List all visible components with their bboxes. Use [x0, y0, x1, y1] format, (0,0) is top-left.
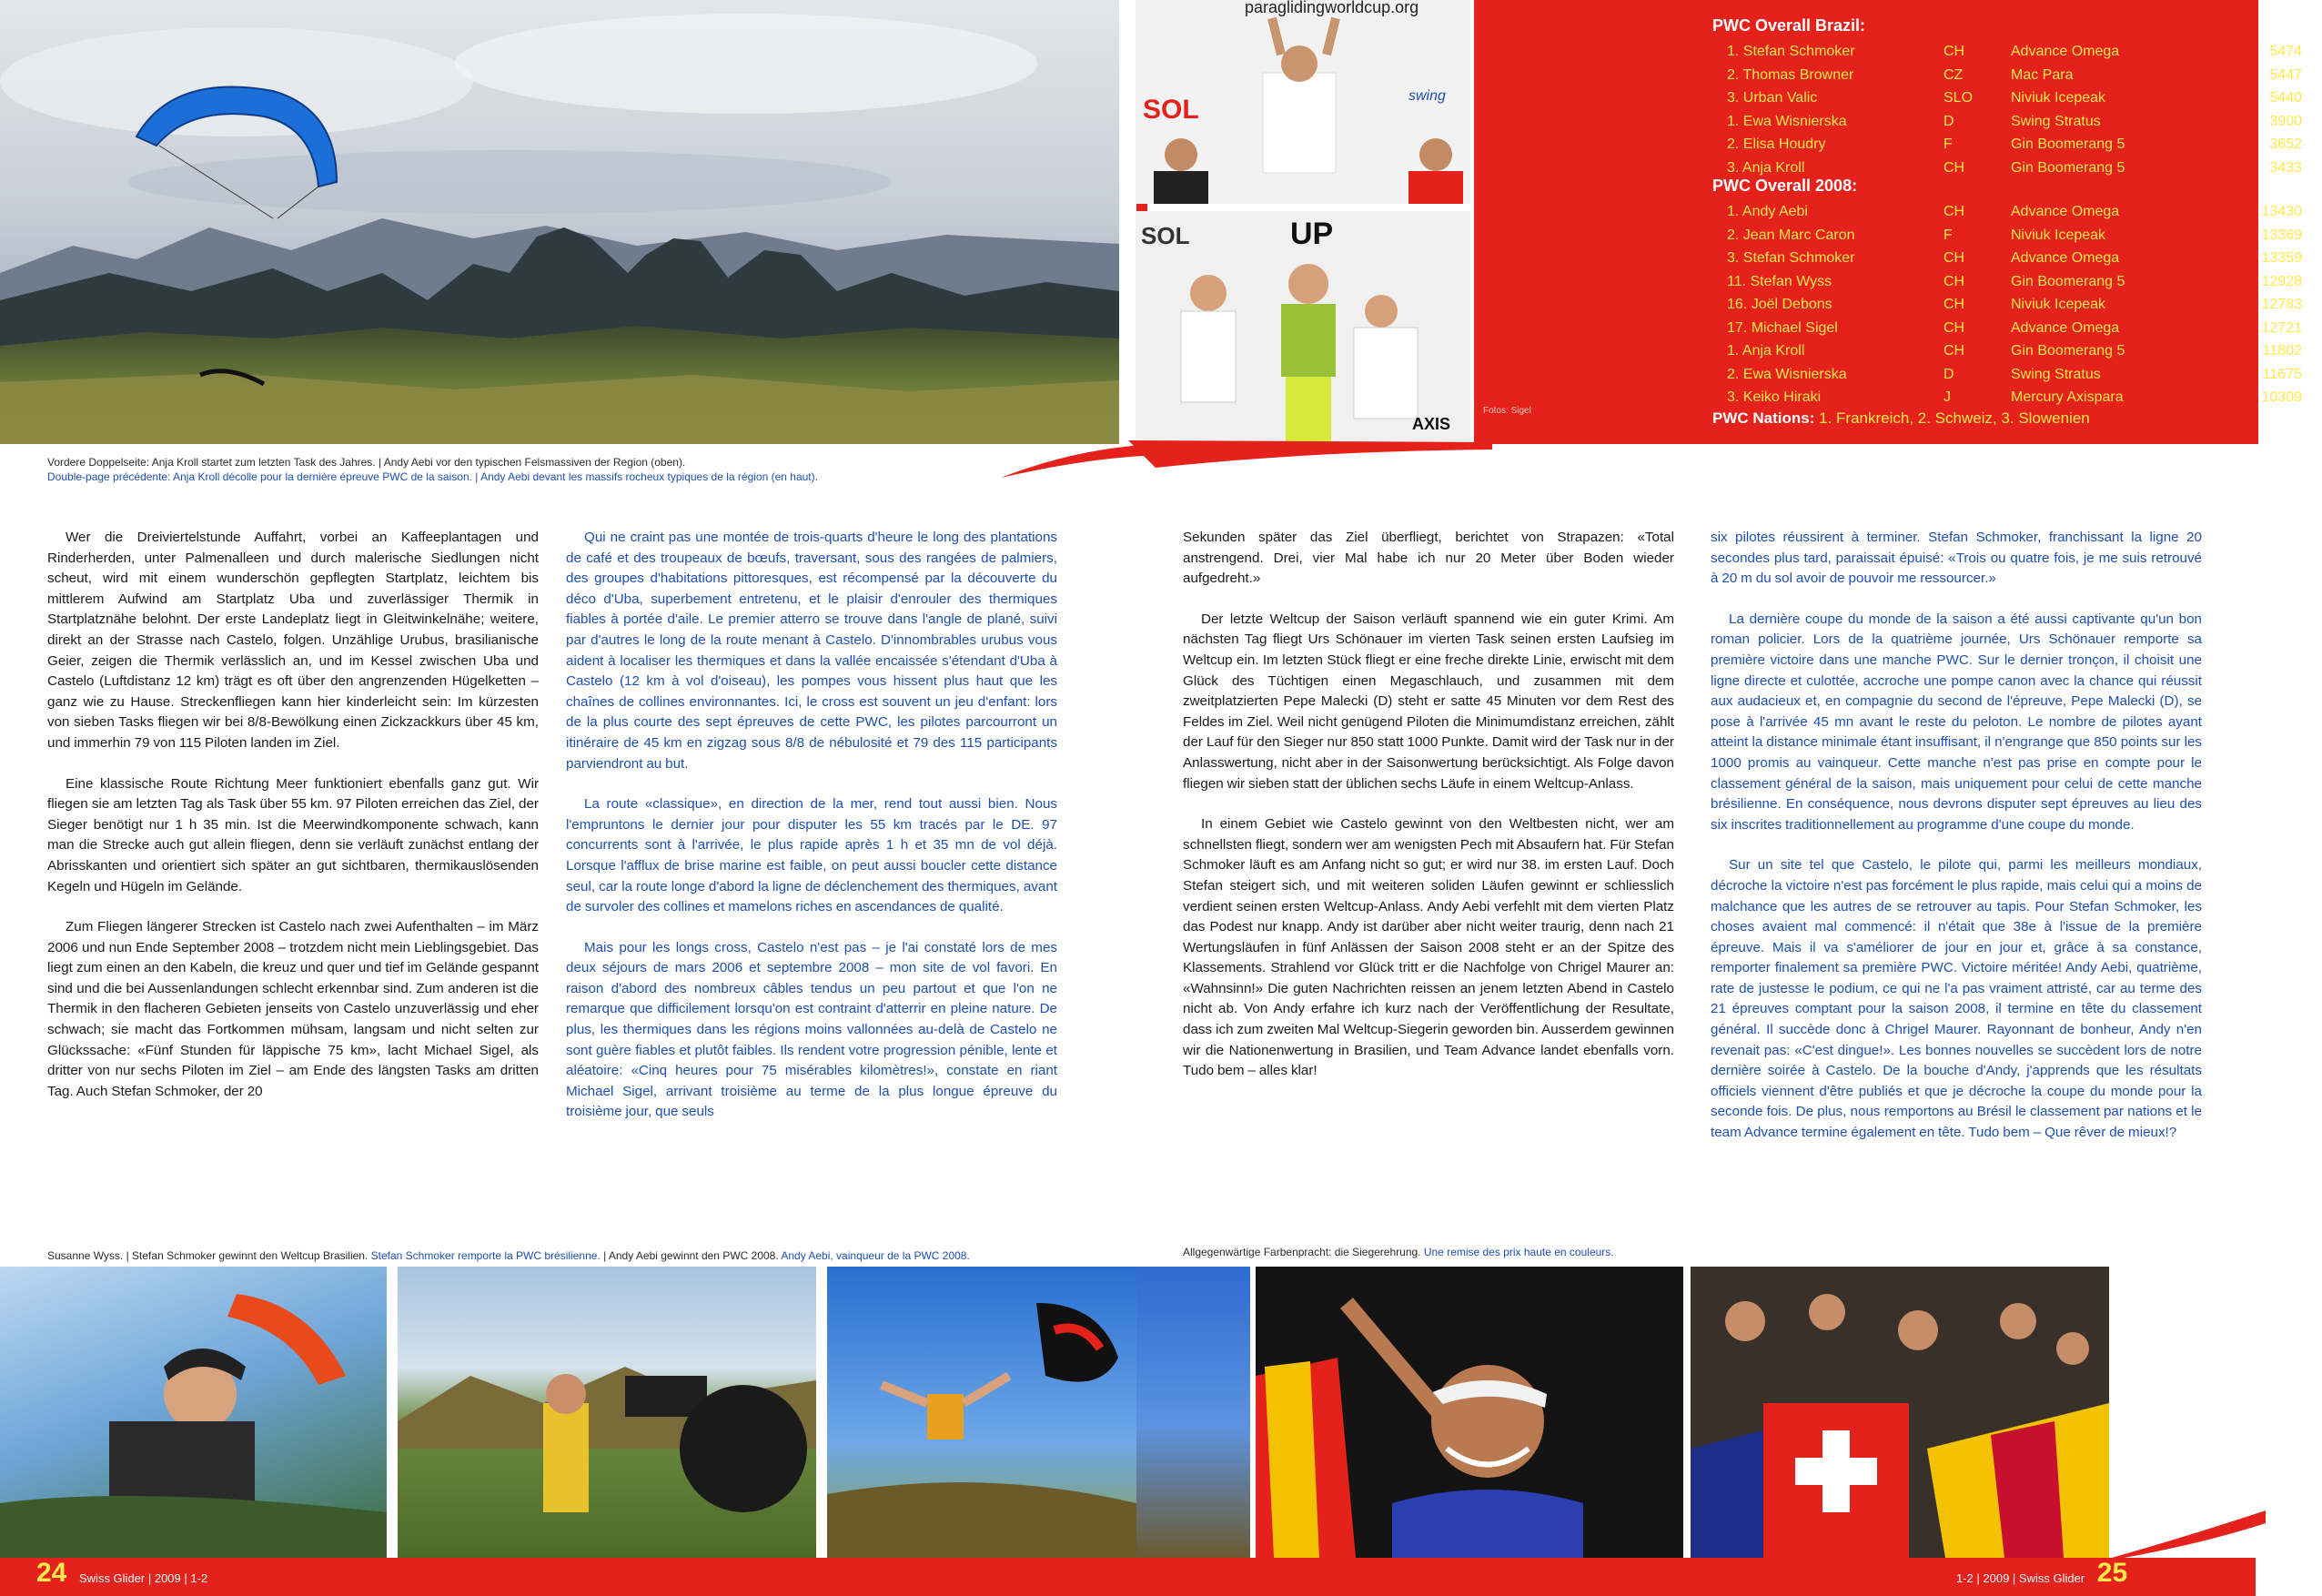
pilot-points: 3433 — [2269, 159, 2302, 176]
photo-podium-women — [1136, 211, 1470, 444]
pilot-nation: CH — [1943, 273, 1965, 289]
sign-url: paraglidingworldcup.org — [1245, 0, 1419, 16]
photo-podium-men — [1136, 0, 1470, 204]
pilot-glider: Gin Boomerang 5 — [2011, 343, 2125, 359]
results-heading-brazil: PWC Overall Brazil: — [1712, 16, 1866, 35]
red-swoosh-decoration — [2093, 1510, 2266, 1565]
pilot-name: 2. Elisa Houdry — [1727, 136, 1826, 152]
pilot-glider: Advance Omega — [2011, 250, 2120, 266]
sign-swing: swing — [1408, 88, 1446, 104]
sign-sol: SOL — [1141, 222, 1190, 249]
paragraph: La route «classique», en direction de la mer, rend tout aussi bien. Nous l'empruntons le dernier jour pour disputer les 55 km tracés par le DE. 97 concurrents sont à l'arrivée, le plus rapide après 1 h et 35 mn de vol déjà. Lorsque l'afflux de brise marine est faible, on peut aussi boucler cette distance seul, car la route longe d'abord la ligne de déclenchement des thermiques, avant de survoler des collines et mamelons riches en ascendances de qualité. — [566, 796, 1057, 915]
pilot-name: 3. Stefan Schmoker — [1727, 250, 1855, 266]
paragraph: Wer die Dreiviertelstunde Auffahrt, vorbei an Kaffeeplantagen und Rinderherden, unter Palmenalleen und durch malerische Siedlungen nicht scheut, wird mit einem wunderschön gepflegten Startplatz, leichtem bis mittlerem Aufwind am Startplatz Uba und zuverlässiger Thermik in Startplatznähe belohnt. Der erste Landeplatz liegt in Gleitwinkelnähe; weitere, direkt an der Strasse nach Castelo, folgen. Unzählige Urubus, brasilianische Geier, zeigen die Thermik verlässlich an, und im Kessel zwischen Uba und Castelo (Luftdistanz 12 km) trägt es oft über den angrenzenden Hügelketten – ganz wie zu Hause. Streckenfliegen kann hier kinderleicht sein: Im kürzesten von sieben Tasks fliegen wir bei 8/8-Bewölkung einen Zickzackkurs über 45 km, und immerhin 79 von 115 Piloten landen im Ziel. — [47, 530, 539, 751]
sign-up: UP — [1290, 217, 1334, 251]
pilot-nation: CH — [1943, 44, 1965, 59]
pilot-name: 3. Keiko Hiraki — [1727, 389, 1822, 405]
pilot-name: 3. Anja Kroll — [1727, 159, 1805, 176]
pilot-glider: Mac Para — [2011, 66, 2074, 83]
pilot-glider: Advance Omega — [2011, 44, 2120, 59]
paragraph: In einem Gebiet wie Castelo gewinnt von den Weltbesten nicht, wer am schnellsten fliegt, sondern wer am wenigsten Pech mit Absaufern hat. Für Stefan Schmoker läuft es am Anfang nicht so gut; er wird nur 38. im ersten Lauf. Doch Stefan steigert sich, und mit weiteren soliden Läufen gewinnt er schliesslich verdient seinen ersten Weltcup-Anlass. Andy Aebi verfehlt mit dem vierten Platz das Podest nur knapp. Andy ist darüber aber nicht weiter traurig, denn nach 21 Wertungsläufen in fünf Anlässen der Saison 2008 steht er an der Spitze des Klassements. Strahlend vor Glück tritt er die Nachfolge von Chrigel Maurer an: «Wahnsinn!» Die guten Nachrichten reissen an jenem letzten Abend in Castelo nicht ab. Von Andy erfahre ich kurz nach der Veröffentlichung der Resultate, dass ich zum zweiten Mal Weltcup-Siegerin geworden bin. Ausserdem gewinnen wir die Nationenwertung in Brasilien, und Team Advance landet ebenfalls vorn. Tudo bem – alles klar! — [1183, 816, 1674, 1079]
pilot-points: 11802 — [2262, 343, 2302, 359]
pilot-glider: Gin Boomerang 5 — [2011, 136, 2125, 152]
pilot-nation: D — [1943, 366, 1954, 382]
article-column-fr-2 — [1711, 528, 2202, 1164]
pilot-points: 12783 — [2261, 297, 2302, 312]
pilot-name: 2. Ewa Wisnierska — [1727, 366, 1847, 382]
caption-fr: Stefan Schmoker remporte la PWC brésilienne. — [370, 1249, 601, 1262]
hero-caption-fr: Double-page précédente: Anja Kroll décolle pour la dernière épreuve PWC de la saison. | Andy Aebi devant les massifs rocheux typiques de la région (en haut). — [47, 470, 818, 483]
pilot-name: 1. Stefan Schmoker — [1727, 44, 1855, 59]
pilot-glider: Niviuk Icepeak — [2011, 227, 2106, 243]
pilot-glider: Advance Omega — [2011, 319, 2120, 336]
page-number: 25 — [2096, 1558, 2128, 1588]
pilot-points: 5447 — [2269, 66, 2302, 83]
hero-caption — [47, 455, 1094, 484]
pilot-points: 13359 — [2261, 250, 2302, 266]
results-heading-overall: PWC Overall 2008: — [1712, 177, 1858, 195]
pilot-glider: Gin Boomerang 5 — [2011, 273, 2125, 289]
pilot-nation: SLO — [1943, 90, 1974, 106]
pilot-name: 11. Stefan Wyss — [1727, 273, 1832, 289]
pilot-glider: Swing Stratus — [2011, 366, 2101, 382]
pilot-points: 13369 — [2261, 227, 2302, 243]
paragraph: Der letzte Weltcup der Saison verläuft spannend wie ein guter Krimi. Am nächsten Tag fliegt Urs Schönauer im vierten Task seinen ersten Laufsieg im Weltcup ein. Im letzten Stück fliegt er eine freche direkte Linie, erwischt mit dem Glück des Tüchtigen einen Megaschlauch, und zusammen mit dem zweitplatzierten Pepe Malecki (D) steht er satte 45 Minuten vor dem Rest des Feldes im Ziel. Weil nicht genügend Piloten die Minimumdistanz erreichen, zählt der Lauf für den Sieger nur 850 statt 1000 Punkte. Damit wird der Task nur in der Anlasswertung, nicht aber in der Saisonwertung berücksichtigt. Als Folge davon fliegen wir sieben statt der üblichen sechs Läufe in einem Weltcup-Anlass. — [1183, 611, 1674, 792]
pilot-glider: Niviuk Icepeak — [2011, 90, 2106, 106]
pilot-nation: F — [1943, 136, 1953, 152]
pilot-nation: J — [1943, 389, 1951, 405]
pilot-points: 5440 — [2269, 90, 2302, 106]
nations-label: PWC Nations: — [1712, 409, 1815, 427]
pilot-name: 1. Ewa Wisnierska — [1727, 113, 1847, 129]
paragraph: La dernière coupe du monde de la saison a été aussi captivante qu'un bon roman policier. Lors de la quatrième journée, Urs Schönauer remporte sa première victoire dans une manche PWC. Sur le dernier tronçon, il choisit une ligne directe et culottée, accroche une pompe canon avec la chance qui réussit aux audacieux et, en compagnie du second de l'épreuve, Pepe Malecki (D), se pose à l'arrivée 45 mn avant le reste du peloton. Le nombre de pilotes ayant atteint la distance minimale étant insuffisant, il n'engrange que 850 points sur les 1000 promis au vainqueur. Cette manche n'est pas prise en compte pour le classement général de la saison, mais uniquement pour celui de cette manche brésilienne. En conséquence, nous devrons disputer sept épreuves au lieu des six inscrites traditionnellement au programme d'une coupe du monde. — [1711, 611, 2202, 833]
pilot-nation: CH — [1943, 319, 1965, 336]
pilot-name: 16. Joël Debons — [1727, 297, 1832, 312]
page-number: 24 — [36, 1558, 67, 1588]
paragraph: six pilotes réussirent à terminer. Stefan Schmoker, franchissant la ligne 20 secondes plus tard, paraissait épuisé: «Trois ou quatre fois, je me suis retrouvé à 20 m du sol avoir de pouvoir me ressourcer.» — [1711, 530, 2202, 587]
photo-spine-strip — [1136, 1267, 1250, 1558]
folio-text: 1-2 | 2009 | Swiss Glider — [1956, 1571, 2085, 1586]
pilot-glider: Swing Stratus — [2011, 113, 2101, 129]
pilot-nation: CH — [1943, 204, 1965, 219]
pilot-name: 2. Thomas Browner — [1727, 66, 1854, 83]
photo-credit: Fotos: Sigel — [1483, 406, 1531, 416]
pilot-nation: CH — [1943, 297, 1965, 312]
pilot-name: 1. Andy Aebi — [1727, 204, 1808, 219]
pilot-nation: CH — [1943, 159, 1965, 176]
folio-left — [36, 1558, 207, 1589]
caption-de: | Andy Aebi gewinnt den PWC 2008. — [603, 1249, 779, 1262]
bottom-caption-left — [47, 1248, 1139, 1263]
pilot-name: 3. Urban Valic — [1727, 90, 1818, 106]
pilot-points: 11675 — [2262, 366, 2302, 382]
caption-de: Allgegenwärtige Farbenpracht: die Siegerehrung. — [1183, 1246, 1421, 1258]
folio-text: Swiss Glider | 2009 | 1-2 — [79, 1571, 208, 1586]
pilot-name: 17. Michael Sigel — [1727, 319, 1838, 336]
pilot-nation: CH — [1943, 250, 1965, 266]
sign-axis: AXIS — [1412, 415, 1451, 433]
pilot-name: 2. Jean Marc Caron — [1727, 227, 1855, 243]
paragraph: Eine klassische Route Richtung Meer funktioniert ebenfalls ganz gut. Wir fliegen sie am letzten Tag als Task über 55 km. 97 Piloten erreichen das Ziel, der Sieger benötigt nur 1 h 35 min. Ist die Meerwindkomponente schwach, kann man die Strecke auch gut allein fliegen, denn sie verläuft zunächst entlang der Abrisskanten und orientiert sich später an gut sichtbaren, thermikauslösenden Kegeln und Hügeln im Gelände. — [47, 775, 539, 894]
pilot-points: 12928 — [2261, 273, 2302, 289]
sign-sol: SOL — [1143, 95, 1199, 125]
hero-caption-de: Vordere Doppelseite: Anja Kroll startet zum letzten Task des Jahres. | Andy Aebi vor den typischen Felsmassiven der Region (oben). — [47, 456, 686, 469]
photo-susanne-wyss — [0, 1267, 387, 1558]
bottom-caption-right — [1183, 1245, 2093, 1259]
pilot-nation: CH — [1943, 343, 1965, 359]
pilot-points: 5474 — [2269, 44, 2302, 59]
paragraph: Mais pour les longs cross, Castelo n'est pas – je l'ai constaté lors de mes deux séjours de mars 2006 et septembre 2008 – mon site de vol favori. En raison d'abord des nombreux câbles tendus un peu partout et que l'on ne remarque que difficilement lorsqu'on est contraint d'atterrir en pleine nature. De plus, les thermiques dans les régions moins vallonnées au-delà de Castelo ne sont guère fiables et plutôt faibles. Ils rendent votre progression pénible, lente et aléatoire: «Cinq heures pour 75 misérables kilomètres!», constate en riant Michael Sigel, arrivant troisième au terme de la plus longue épreuve du troisième jour, que seuls — [566, 939, 1057, 1120]
pilot-glider: Advance Omega — [2011, 204, 2120, 219]
photo-andy-aebi-launch — [827, 1267, 1136, 1558]
pilot-nation: CZ — [1943, 66, 1964, 83]
paragraph: Qui ne craint pas une montée de trois-quarts d'heure le long des plantations de café et des troupeaux de bœufs, traversant, sous des rangées de palmiers, des groupes d'habitations pittoresques, est récompensé par la découverte du déco d'Uba, superbement entretenu, et le plaisir d'enrouler des thermiques fiables à portée d'aile. Le premier atterro se trouve dans l'angle de plané, suivi par d'autres le long de la route menant à Castelo. D'innombrables urubus vous aident à localiser les thermiques et dans la vallée encaissée s'étendant d'Uba à Castelo (12 km à vol d'oiseau), les pompes vous hissent plus haut que les chaînes de collines environnantes. Ici, le cross est souvent un jeu d'enfant: lors de la plus courte des sept épreuves de cette PWC, les pilotes parcourront un itinéraire de 45 km en zigzag sous 8/8 de nébulosité et 79 des 115 participants parviendront au but. — [566, 530, 1057, 772]
paragraph: Zum Fliegen längerer Strecken ist Castelo nach zwei Aufenthalten – im März 2006 und nun Ende September 2008 – trotzdem nicht mein Lieblingsgebiet. Das liegt zum einen an den Kabeln, die kreuz und quer und tief im Gelände gespannt sind und die bei Aussenlandungen schlecht erkennbar sind. Zum anderen ist die Thermik in den flacheren Gebieten jenseits von Castelo unzuverlässig und eher schwach; sie macht das Fortkommen mühsam, langsam und nicht selten zur Glückssache: «Fünf Stunden für läppische 75 km», lacht Michael Sigel, als dritter von nur sechs Piloten im Ziel – am Ende des längsten Tasks am dritten Tag. Auch Stefan Schmoker, der 20 — [47, 919, 539, 1099]
paragraph: Sur un site tel que Castelo, le pilote qui, parmi les meilleurs mondiaux, décroche la victoire n'est pas forcément le plus rapide, mais celui qui a moins de malchance que les autres de se retrouver au tapis. Pour Stefan Schmoker, les choses avaient mal commencé: il n'était que 38e à l'issue de la première épreuve. Mais il va s'améliorer de jour en jour et, grâce à sa constance, remporter finalement sa première PWC. Victoire méritée! Andy Aebi, quatrième, rate de justesse le podium, ce qui ne l'a pas vraiment attristé, car au terme des 21 épreuves comptant pour la saison 2008, il termine en tête du classement général. Il succède donc à Chrigel Maurer. Rayonnant de bonheur, Andy n'en revenait pas: «C'est dingue!». Les bonnes nouvelles se succèdent lors de notre dernière soirée à Castelo. De la bouche d'Andy, j'apprends que les résultats officiels viennent d'être publiés et que je décroche la coupe du monde pour la seconde fois. De plus, nous remportons au Brésil le classement par nations et le team Advance termine également en tête. Tudo bem – Que rêver de mieux!? — [1711, 857, 2202, 1141]
pilot-points: 3652 — [2269, 136, 2302, 152]
paragraph: Sekunden später das Ziel überfliegt, berichtet von Strapazen: «Total anstrengend. Drei, vier Mal habe ich nur 20 Meter über Boden wieder aufgedreht.» — [1183, 530, 1674, 587]
caption-de: Susanne Wyss. | Stefan Schmoker gewinnt den Weltcup Brasilien. — [47, 1249, 368, 1262]
hero-landscape-photo — [0, 0, 1119, 444]
pilot-glider: Gin Boomerang 5 — [2011, 159, 2125, 176]
results-panel-left-fill — [1474, 0, 1712, 211]
results-nations — [1712, 409, 2090, 428]
article-column-fr-1 — [566, 528, 1057, 1143]
photo-stefan-schmoker-interview — [398, 1267, 816, 1558]
pilot-nation: D — [1943, 113, 1954, 129]
pilot-points: 3900 — [2269, 113, 2302, 129]
results-panel — [1474, 0, 2302, 444]
photo-prize-crowd-flags — [1691, 1267, 2109, 1558]
photo-colourful-celebration — [1256, 1267, 1683, 1558]
pilot-glider: Mercury Axispara — [2011, 389, 2124, 405]
red-swoosh-decoration — [1128, 433, 1492, 470]
article-column-de-2 — [1183, 528, 1674, 1102]
article-column-de-1 — [47, 528, 539, 1122]
nations-value: 1. Frankreich, 2. Schweiz, 3. Slowenien — [1819, 409, 2090, 427]
caption-fr: Une remise des prix haute en couleurs. — [1423, 1246, 1614, 1258]
folio-right — [1956, 1558, 2127, 1589]
caption-fr: Andy Aebi, vainqueur de la PWC 2008. — [781, 1249, 970, 1262]
pilot-points: 13430 — [2261, 204, 2302, 219]
pilot-name: 1. Anja Kroll — [1727, 343, 1805, 359]
pilot-nation: F — [1943, 227, 1953, 243]
pilot-points: 10309 — [2261, 389, 2302, 405]
pilot-points: 12721 — [2261, 319, 2302, 336]
pilot-glider: Niviuk Icepeak — [2011, 297, 2106, 312]
